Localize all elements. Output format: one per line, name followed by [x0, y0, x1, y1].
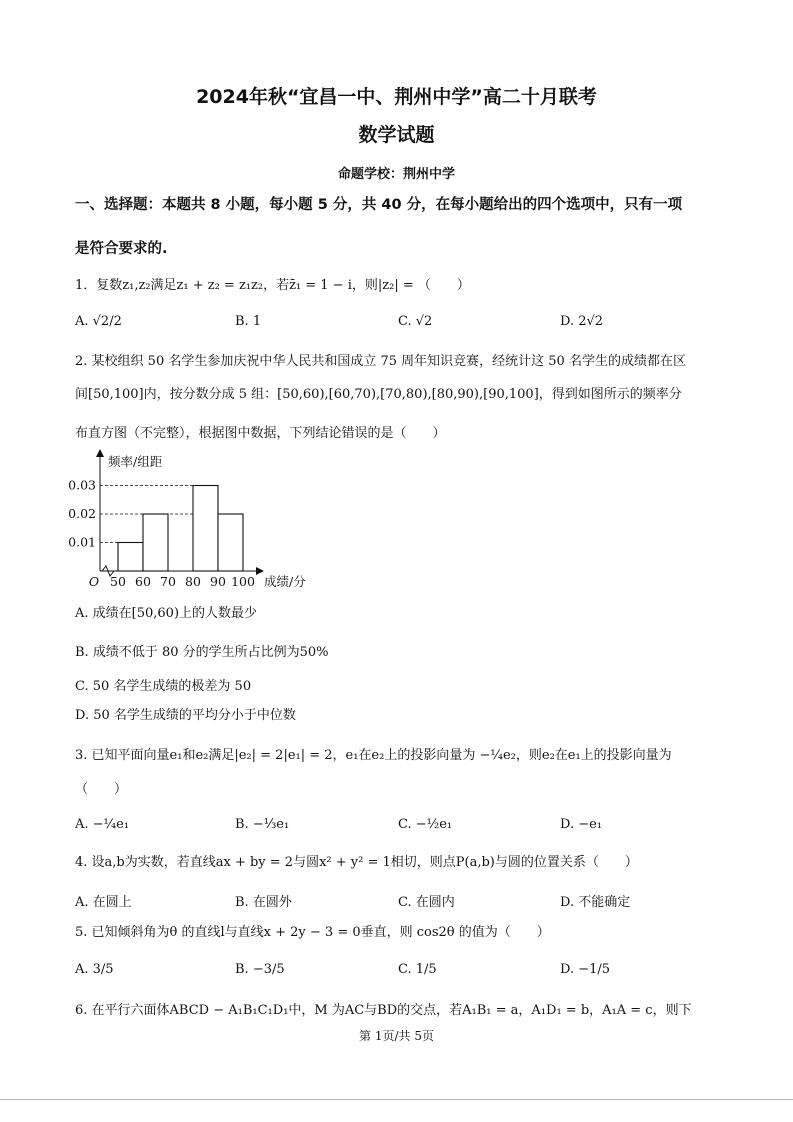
- question-5-stem: 5. 已知倾斜角为θ 的直线l与直线x + 2y − 3 = 0垂直，则 cos2θ 的值为（ ）: [75, 925, 550, 940]
- question-1-option-c: C. √2: [398, 314, 433, 329]
- histogram-bar: [218, 514, 243, 571]
- setter-school: 命题学校：荆州中学: [337, 167, 455, 182]
- question-1-option-a: A. √2/2: [75, 314, 122, 329]
- frequency-histogram: [60, 445, 330, 595]
- question-3-option-a: A. −¼e₁: [75, 817, 130, 832]
- histogram-bar: [193, 486, 218, 572]
- section-heading-line2: 是符合要求的.: [75, 241, 168, 257]
- x-tick-label: 80: [185, 574, 201, 589]
- x-tick-label: 60: [135, 574, 151, 589]
- page-bottom-rule: [0, 1099, 793, 1100]
- question-2-option-d: D. 50 名学生成绩的平均分小于中位数: [75, 708, 296, 723]
- question-3-option-d: D. −e₁: [560, 817, 603, 832]
- question-2-line1: 2. 某校组织 50 名学生参加庆祝中华人民共和国成立 75 周年知识竞赛，经统计这 50 名学生的成绩都在区: [75, 354, 686, 369]
- question-5-option-c: C. 1/5: [398, 962, 437, 977]
- question-2-line3: 布直方图（不完整），根据图中数据，下列结论错误的是（ ）: [75, 426, 446, 441]
- question-1-option-b: B. 1: [235, 314, 262, 329]
- exam-subtitle: 数学试题: [358, 124, 435, 146]
- question-6-stem: 6. 在平行六面体ABCD − A₁B₁C₁D₁中，M 为AC与BD的交点，若A₁B₁ = a，A₁D₁ = b，A₁A = c，则下: [75, 1003, 692, 1018]
- question-4-option-d: D. 不能确定: [560, 895, 631, 910]
- question-1-stem: 1．复数z₁,z₂满足z₁ + z₂ = z₁z₂，若z̄₁ = 1 − i，则|z₂| = （ ）: [75, 278, 470, 293]
- question-5-option-b: B. −3/5: [235, 962, 285, 977]
- x-tick-label: 100: [231, 574, 255, 589]
- y-tick-label: 0.02: [68, 506, 96, 521]
- page-number: 第 1页/共 5页: [359, 1029, 434, 1043]
- question-2-option-b: B. 成绩不低于 80 分的学生所占比例为50%: [75, 645, 329, 660]
- y-axis-label: 频率/组距: [108, 454, 163, 469]
- origin-label: O: [88, 574, 100, 589]
- x-axis-label: 成绩/分: [264, 574, 306, 589]
- question-3-stem: 3. 已知平面向量e₁和e₂满足|e₂| = 2|e₁| = 2，e₁在e₂上的投影向量为 −¼e₂，则e₂在e₁上的投影向量为: [75, 748, 672, 763]
- question-5-option-d: D. −1/5: [560, 962, 611, 977]
- question-5-option-a: A. 3/5: [75, 962, 114, 977]
- question-3-option-b: B. −⅓e₁: [235, 817, 290, 832]
- question-1-option-d: D. 2√2: [560, 314, 604, 329]
- x-tick-label: 70: [160, 574, 176, 589]
- question-2-line2: 间[50,100]内，按分数分成 5 组：[50,60),[60,70),[70,80),[80,90),[90,100]，得到如图所示的频率分: [75, 387, 682, 402]
- histogram-bar: [143, 514, 168, 571]
- section-heading-line1: 一、选择题：本题共 8 小题，每小题 5 分，共 40 分，在每小题给出的四个选项中，只有一项: [75, 197, 683, 213]
- histogram-bar: [118, 543, 143, 572]
- x-tick-label: 90: [210, 574, 226, 589]
- exam-title: 2024年秋“宜昌一中、荆州中学”高二十月联考: [196, 86, 597, 108]
- question-4-option-c: C. 在圆内: [398, 895, 455, 910]
- y-tick-label: 0.03: [68, 477, 96, 493]
- question-2-option-c: C. 50 名学生成绩的极差为 50: [75, 679, 252, 694]
- x-tick-label: 50: [110, 574, 126, 589]
- question-4-stem: 4. 设a,b为实数，若直线ax + by = 2与圆x² + y² = 1相切，则点P(a,b)与圆的位置关系（ ）: [75, 855, 638, 870]
- question-4-option-a: A. 在圆上: [75, 895, 132, 910]
- y-tick-label: 0.01: [68, 534, 96, 550]
- question-2-option-a: A. 成绩在[50,60)上的人数最少: [75, 606, 258, 621]
- question-4-option-b: B. 在圆外: [235, 895, 292, 910]
- question-3-option-c: C. −½e₁: [398, 817, 453, 832]
- question-3-stem-paren: （ ）: [75, 782, 128, 797]
